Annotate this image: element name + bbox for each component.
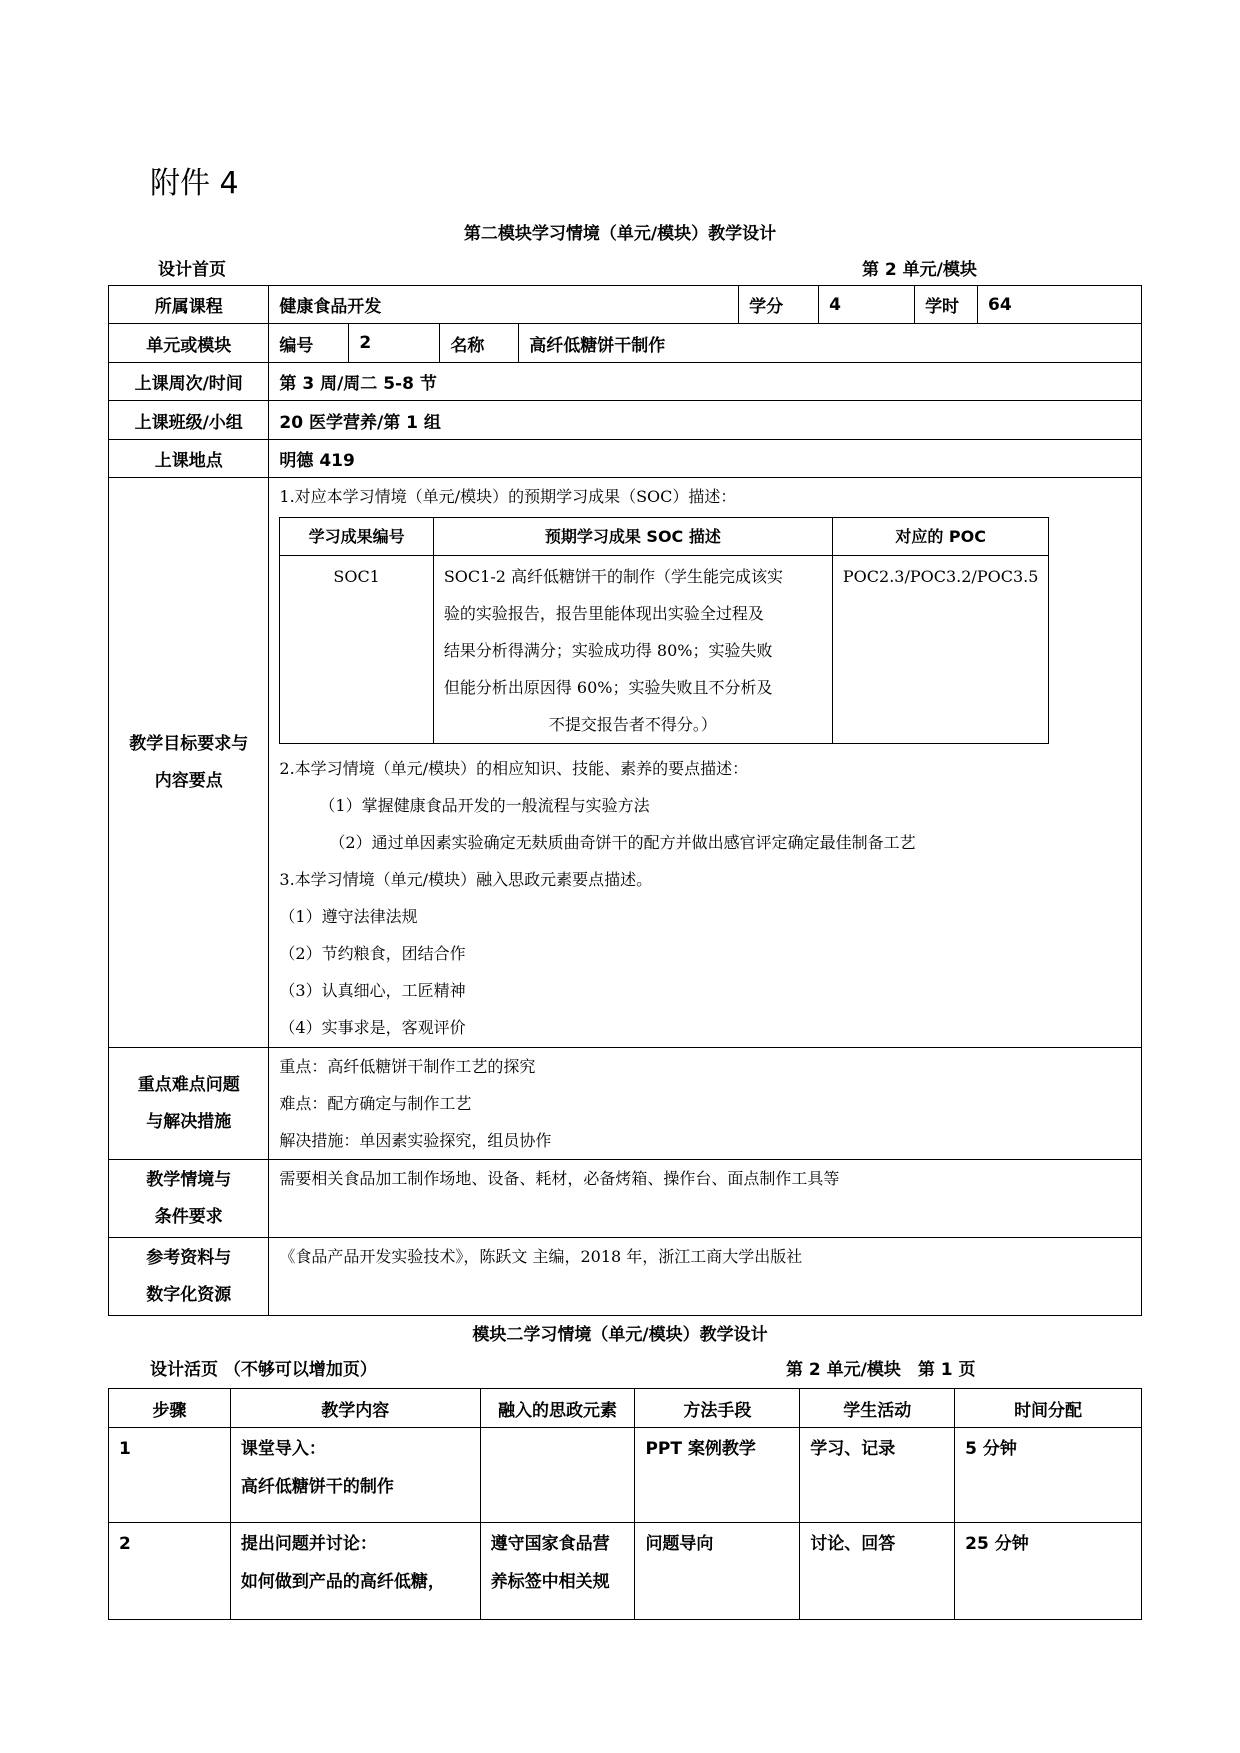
course-value: 健康食品开发 — [269, 286, 739, 324]
soc-header-poc: 对应的 POC — [832, 518, 1049, 556]
ideology-line: 遵守国家食品营 — [490, 1534, 610, 1554]
header-ideology: 融入的思政元素 — [480, 1389, 635, 1428]
conditions-label — [109, 1160, 269, 1238]
row-student-activity: 学习、记录 — [800, 1428, 955, 1523]
place-value: 明德 419 — [269, 440, 1142, 478]
header-student-activity: 学生活动 — [800, 1389, 955, 1428]
conditions-label-line2: 条件要求 — [154, 1206, 223, 1227]
soc-table — [279, 517, 1049, 744]
row-time: 25 分钟 — [955, 1523, 1142, 1620]
row-method: PPT 案例教学 — [635, 1428, 800, 1523]
week-value: 第 3 周/周二 5-8 节 — [269, 363, 1142, 401]
course-info-table — [108, 285, 1142, 1316]
soc-desc-line: 但能分析出原因得 60%；实验失败且不分析及 — [443, 678, 773, 697]
objectives-label — [109, 478, 269, 1048]
soc-id: SOC1 — [280, 556, 433, 744]
objective-item-2b: （2）通过单因素实验确定无麸质曲奇饼干的配方并做出感官评定确定最佳制备工艺 — [329, 833, 916, 852]
unit-label: 单元或模块 — [109, 324, 269, 363]
key-points-label — [109, 1048, 269, 1160]
ideology-line: 养标签中相关规 — [490, 1572, 610, 1592]
header-content: 教学内容 — [230, 1389, 480, 1428]
number-label: 编号 — [269, 324, 349, 363]
row-content — [230, 1523, 480, 1620]
soc-description — [433, 556, 832, 744]
credit-label: 学分 — [739, 286, 819, 324]
ideology-item: （1）遵守法律法规 — [279, 907, 418, 926]
ideology-item: （4）实事求是，客观评价 — [279, 1018, 466, 1037]
unit-number-label: 第 2 单元/模块 — [862, 260, 977, 280]
soc-header-desc: 预期学习成果 SOC 描述 — [433, 518, 832, 556]
design-first-page-label: 设计首页 — [158, 260, 226, 280]
place-label: 上课地点 — [109, 440, 269, 478]
soc-desc-line: 结果分析得满分；实验成功得 80%；实验失败 — [443, 641, 773, 660]
class-value: 20 医学营养/第 1 组 — [269, 401, 1142, 440]
page-title: 第二模块学习情境（单元/模块）教学设计 — [463, 224, 777, 244]
header-time: 时间分配 — [955, 1389, 1142, 1428]
objective-item-3: 3.本学习情境（单元/模块）融入思政元素要点描述。 — [279, 870, 653, 889]
soc-header-id: 学习成果编号 — [280, 518, 433, 556]
key-point-line: 难点：配方确定与制作工艺 — [279, 1094, 472, 1113]
ideology-item: （3）认真细心，工匠精神 — [279, 981, 466, 1000]
references-label — [109, 1238, 269, 1316]
header-method: 方法手段 — [635, 1389, 800, 1428]
credit-value: 4 — [819, 286, 915, 324]
content-line: 高纤低糖饼干的制作 — [240, 1477, 394, 1497]
activity-page-number: 第 2 单元/模块 第 1 页 — [786, 1360, 976, 1380]
objectives-label-line1: 教学目标要求与 — [129, 733, 249, 754]
row-ideology — [480, 1523, 635, 1620]
soc-desc-line: 验的实验报告，报告里能体现出实验全过程及 — [443, 604, 764, 623]
references-label-line2: 数字化资源 — [146, 1284, 232, 1305]
row-method: 问题导向 — [635, 1523, 800, 1620]
references-label-line1: 参考资料与 — [146, 1247, 232, 1268]
objectives-content — [269, 478, 1142, 1048]
activity-page-label: 设计活页 （不够可以增加页） — [150, 1360, 377, 1380]
row-ideology — [480, 1428, 635, 1523]
hours-label: 学时 — [915, 286, 978, 324]
key-point-line: 解决措施：单因素实验探究，组员协作 — [279, 1131, 552, 1150]
conditions-content: 需要相关食品加工制作场地、设备、耗材，必备烤箱、操作台、面点制作工具等 — [269, 1160, 1142, 1238]
soc-poc: POC2.3/POC3.2/POC3.5 — [832, 556, 1049, 744]
references-content: 《食品产品开发实验技术》，陈跃文 主编，2018 年，浙江工商大学出版社 — [269, 1238, 1142, 1316]
key-points-label-line1: 重点难点问题 — [137, 1074, 240, 1095]
soc-desc-line: SOC1-2 高纤低糖饼干的制作（学生能完成该实 — [443, 567, 784, 586]
objective-item-2a: （1）掌握健康食品开发的一般流程与实验方法 — [319, 796, 650, 815]
objectives-label-line2: 内容要点 — [154, 770, 223, 791]
content-line: 如何做到产品的高纤低糖， — [240, 1572, 445, 1592]
class-label: 上课班级/小组 — [109, 401, 269, 440]
attachment-label: 附件 4 — [150, 166, 239, 201]
course-label: 所属课程 — [109, 286, 269, 324]
header-step: 步骤 — [109, 1389, 231, 1428]
name-label: 名称 — [440, 324, 519, 363]
name-value: 高纤低糖饼干制作 — [519, 324, 1142, 363]
activity-table — [108, 1388, 1142, 1620]
objective-item-1: 1.对应本学习情境（单元/模块）的预期学习成果（SOC）描述： — [279, 487, 737, 506]
soc-desc-line: 不提交报告者不得分。） — [548, 715, 717, 734]
content-line: 提出问题并讨论： — [240, 1534, 377, 1554]
number-value: 2 — [349, 324, 440, 363]
ideology-item: （2）节约粮食，团结合作 — [279, 944, 466, 963]
content-line: 课堂导入： — [240, 1439, 326, 1459]
activity-page-title: 模块二学习情境（单元/模块）教学设计 — [472, 1325, 768, 1345]
conditions-label-line1: 教学情境与 — [146, 1169, 232, 1190]
row-time: 5 分钟 — [955, 1428, 1142, 1523]
hours-value: 64 — [978, 286, 1142, 324]
row-step: 2 — [109, 1523, 231, 1620]
row-content — [230, 1428, 480, 1523]
key-point-line: 重点：高纤低糖饼干制作工艺的探究 — [279, 1057, 536, 1076]
table-row — [109, 1523, 1142, 1620]
objective-item-2: 2.本学习情境（单元/模块）的相应知识、技能、素养的要点描述： — [279, 759, 749, 778]
key-points-label-line2: 与解决措施 — [146, 1111, 232, 1132]
key-points-content — [269, 1048, 1142, 1160]
row-student-activity: 讨论、回答 — [800, 1523, 955, 1620]
table-row — [109, 1428, 1142, 1523]
row-step: 1 — [109, 1428, 231, 1523]
week-label: 上课周次/时间 — [109, 363, 269, 401]
